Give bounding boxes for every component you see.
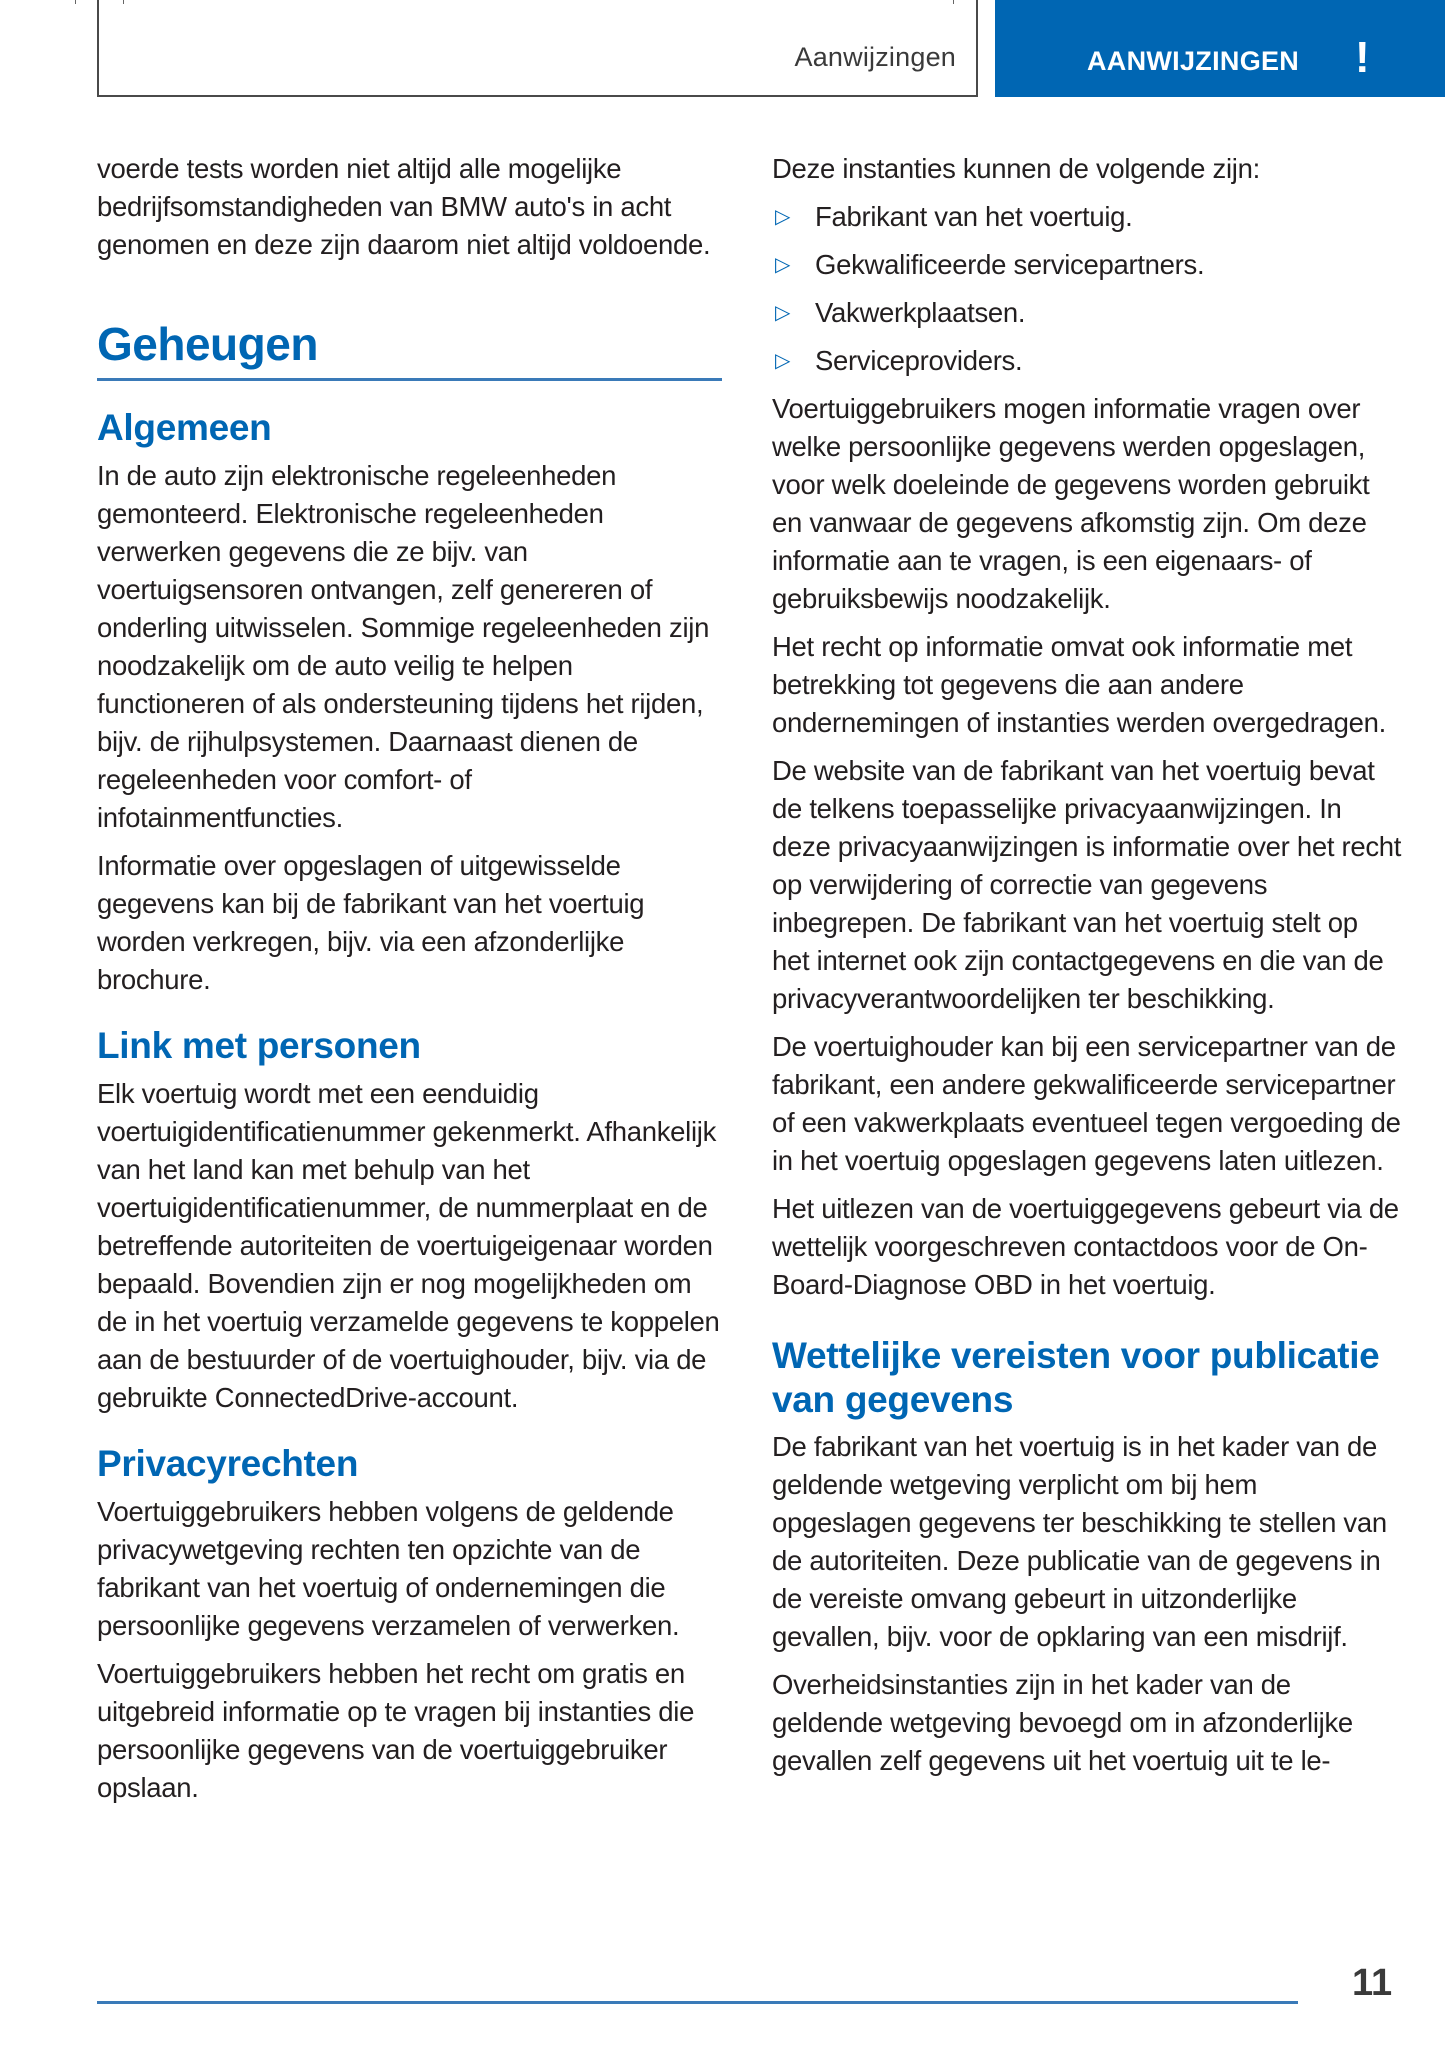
exclamation-icon: ! <box>1355 33 1370 82</box>
triangle-bullet-icon: ▷ <box>775 206 791 228</box>
paragraph: De fabrikant van het voertuig is in het kader van de geldende wetgeving verplicht om bij hem opgeslagen gegevens ter beschikking te stellen van de autoriteiten. Deze publicatie van de gegevens in de vereiste omvang gebeurt in uitzonderlijke gevallen, bijv. voor de opklaring van een misdrijf. <box>772 1431 1387 1652</box>
instances-list <box>772 198 1402 380</box>
triangle-bullet-icon: ▷ <box>775 254 791 276</box>
footer-rule <box>97 2001 1298 2004</box>
intro-continuation: voerde tests worden niet altijd alle mogelijke bedrijfsomstandigheden van BMW auto's in acht genomen en deze zijn daarom niet altijd voldoende. <box>97 153 711 260</box>
list-item-text: Vakwerkplaatsen. <box>815 297 1026 328</box>
paragraph: De voertuighouder kan bij een servicepartner van de fabrikant, een andere gekwalificeerde servicepartner of een vakwerkplaats eventueel tegen vergoeding de in het voertuig opgeslagen gegevens laten uitlezen. <box>772 1031 1401 1176</box>
list-item <box>772 246 1402 284</box>
crop-mark <box>123 0 124 4</box>
paragraph: Het uitlezen van de voertuiggegevens gebeurt via de wettelijk voorgeschreven contactdoos voor de On-Board-Diagnose OBD in het voertuig. <box>772 1193 1399 1300</box>
chapter-tab-label: AANWIJZINGEN <box>1087 46 1300 76</box>
triangle-bullet-icon: ▷ <box>775 302 791 324</box>
section-title-algemeen: Algemeen <box>97 407 272 448</box>
paragraph: In de auto zijn elektronische regeleenheden gemonteerd. Elektronische regeleenheden verwerken gegevens die ze bijv. van voertuigsensoren ontvangen, zelf genereren of onderling uitwisselen. Sommige regeleenheden zijn noodzakelijk om de auto veilig te helpen functioneren of als ondersteuning tijdens het rijden, bijv. de rijhulpsystemen. Daarnaast dienen de regeleenheden voor comfort- of infotainmentfuncties. <box>97 460 710 833</box>
page-number: 11 <box>1352 1962 1393 2004</box>
paragraph: Informatie over opgeslagen of uitgewisselde gegevens kan bij de fabrikant van het voertuig worden verkregen, bijv. via een afzonderlijke brochure. <box>97 850 645 995</box>
section-title-privacyrechten: Privacyrechten <box>97 1443 359 1484</box>
list-item-text: Serviceproviders. <box>815 345 1023 376</box>
chapter-title-rule <box>97 378 722 381</box>
paragraph: Voertuiggebruikers hebben volgens de geldende privacywetgeving rechten ten opzichte van de fabrikant van het voertuig of ondernemingen die persoonlijke gegevens verzamelen of verwerken. <box>97 1496 680 1641</box>
paragraph: Overheidsinstanties zijn in het kader van de geldende wetgeving bevoegd om in afzonderlijke gevallen zelf gegevens uit het voertuig uit te le- <box>772 1669 1353 1776</box>
paragraph: Het recht op informatie omvat ook informatie met betrekking tot gegevens die aan andere ondernemingen of instanties werden overgedragen. <box>772 631 1386 738</box>
list-item <box>772 198 1402 236</box>
list-item <box>772 342 1402 380</box>
paragraph: Voertuiggebruikers mogen informatie vragen over welke persoonlijke gegevens werden opgeslagen, voor welk doeleinde de gegevens worden gebruikt en vanwaar de gegevens afkomstig zijn. Om deze informatie aan te vragen, is een eigenaars- of gebruiksbewijs noodzakelijk. <box>772 393 1370 614</box>
crop-mark <box>953 0 954 4</box>
list-item-text: Gekwalificeerde servicepartners. <box>815 249 1205 280</box>
chapter-tab <box>995 0 1445 97</box>
section-title-link-met-personen: Link met personen <box>97 1025 421 1066</box>
triangle-bullet-icon: ▷ <box>775 350 791 372</box>
chapter-title: Geheugen <box>97 318 318 370</box>
list-item-text: Fabrikant van het voertuig. <box>815 201 1133 232</box>
right-column <box>772 150 1402 1790</box>
paragraph: De website van de fabrikant van het voertuig bevat de telkens toepasselijke privacyaanwijzingen. In deze privacyaanwijzingen is informatie over het recht op verwijdering of correctie van gegevens inbegrepen. De fabrikant van het voertuig stelt op het internet ook zijn contactgegevens en die van de privacyverantwoordelijken ter beschikking. <box>772 755 1402 1014</box>
list-intro: Deze instanties kunnen de volgende zijn: <box>772 153 1260 184</box>
crop-mark <box>75 0 76 4</box>
paragraph: Voertuiggebruikers hebben het recht om gratis en uitgebreid informatie op te vragen bij instanties die persoonlijke gegevens van de voertuiggebruiker opslaan. <box>97 1658 695 1803</box>
section-title-wettelijke-vereisten: Wettelijke vereisten voor publicatie van gegevens <box>772 1335 1380 1420</box>
running-header-box <box>97 0 978 97</box>
left-column <box>97 150 722 1817</box>
list-item <box>772 294 1402 332</box>
paragraph: Elk voertuig wordt met een eenduidig voertuigidentificatienummer gekenmerkt. Afhankelijk van het land kan met behulp van het voertuigidentificatienummer, de nummerplaat en de betreffende autoriteiten de voertuigeigenaar worden bepaald. Bovendien zijn er nog mogelijkheden om de in het voertuig verzamelde gegevens te koppelen aan de bestuurder of de voertuighouder, bijv. via de gebruikte ConnectedDrive-account. <box>97 1078 720 1413</box>
running-header-title: Aanwijzingen <box>794 42 956 72</box>
